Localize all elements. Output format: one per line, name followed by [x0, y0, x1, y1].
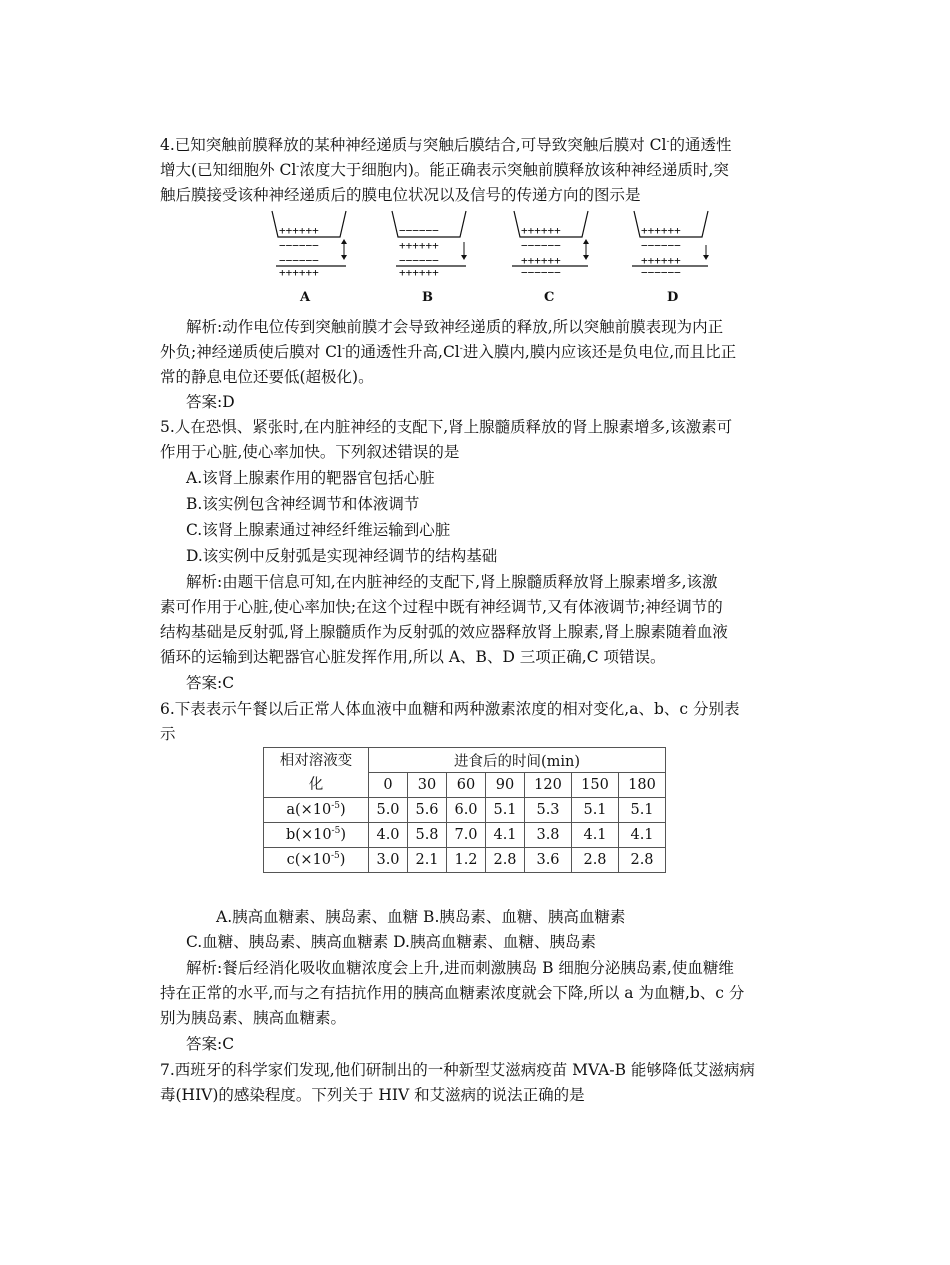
- membrane-potential-diagrams: [262, 205, 722, 310]
- diagram-d-row-3: ++++++: [641, 254, 681, 267]
- q5-analysis-line-1: 解析:由题干信息可知,在内脏神经的支配下,肾上腺髓质释放肾上腺素增多,该激: [186, 573, 718, 591]
- diagram-b-row-3: −−−−−−: [399, 254, 439, 267]
- q5-option-b: B.该实例包含神经调节和体液调节: [186, 495, 420, 513]
- hormone-table: [263, 747, 666, 873]
- diagram-c-row-1: ++++++: [521, 224, 561, 237]
- diagram-a-label: A: [300, 290, 311, 305]
- q7-stem-line-2: 毒(HIV)的感染程度。下列关于 HIV 和艾滋病的说法正确的是: [160, 1086, 585, 1104]
- diagram-c-row-4: −−−−−−: [521, 266, 561, 279]
- q6-analysis-line-1: 解析:餐后经消化吸收血糖浓度会上升,进而刺激胰岛 B 细胞分泌胰岛素,使血糖维: [186, 959, 734, 977]
- value-cell: 5.6: [408, 798, 447, 823]
- table-header-row: [264, 748, 666, 773]
- diagram-c: [512, 211, 589, 305]
- q5-option-c: C.该肾上腺素通过神经纤维运输到心脏: [186, 521, 451, 539]
- time-cell: 120: [525, 773, 572, 798]
- q5-analysis-line-4: 循环的运输到达靶器官心脏发挥作用,所以 A、B、D 三项正确,C 项错误。: [160, 648, 666, 666]
- time-cell: 0: [369, 773, 408, 798]
- value-cell: 2.8: [572, 848, 619, 873]
- table-row-a: [264, 798, 666, 823]
- diagram-b: [392, 211, 467, 305]
- diagram-d-label: D: [667, 290, 679, 305]
- q5-stem-line-2: 作用于心脏,使心率加快。下列叙述错误的是: [160, 443, 460, 461]
- diagram-a-row-4: ++++++: [279, 266, 319, 279]
- value-cell: 5.3: [525, 798, 572, 823]
- q4-analysis-line-3: 常的静息电位还要低(超极化)。: [160, 368, 374, 386]
- q4-stem-line-2: 增大(已知细胞外 Cl-浓度大于细胞内)。能正确表示突触前膜释放该种神经递质时,突: [160, 161, 729, 179]
- q5-option-d: D.该实例中反射弧是实现神经调节的结构基础: [186, 547, 498, 565]
- value-cell: 5.1: [486, 798, 525, 823]
- time-cell: 30: [408, 773, 447, 798]
- diagram-d-row-1: ++++++: [641, 224, 681, 237]
- row-label: $c(\times 10^{-5})$: [264, 848, 369, 873]
- value-cell: 5.8: [408, 823, 447, 848]
- q6-answer: 答案:C: [186, 1035, 235, 1053]
- table-row-c: [264, 848, 666, 873]
- q6-analysis-line-2: 持在正常的水平,而与之有拮抗作用的胰高血糖素浓度就会下降,所以 a 为血糖,b、c 分: [160, 984, 745, 1002]
- time-header: 进食后的时间(min): [369, 748, 666, 773]
- diagram-b-label: B: [422, 290, 433, 305]
- diagram-c-row-2: −−−−−−: [521, 239, 561, 252]
- diagram-d-row-4: −−−−−−: [641, 266, 681, 279]
- value-cell: 4.1: [572, 823, 619, 848]
- diagram-d: [632, 211, 709, 305]
- value-cell: 5.0: [369, 798, 408, 823]
- value-cell: 1.2: [447, 848, 486, 873]
- q4-stem-line-3: 触后膜接受该种神经递质后的膜电位状况以及信号的传递方向的图示是: [160, 186, 641, 204]
- diagram-b-row-1: −−−−−−: [399, 224, 439, 237]
- diagram-c-row-3: ++++++: [521, 254, 561, 267]
- table-row-b: [264, 823, 666, 848]
- q5-analysis-line-3: 结构基础是反射弧,肾上腺髓质作为反射弧的效应器释放肾上腺素,肾上腺素随着血液: [160, 623, 728, 641]
- time-cell: 150: [572, 773, 619, 798]
- q4-stem-line-1: 4.已知突触前膜释放的某种神经递质与突触后膜结合,可导致突触后膜对 Cl-的通透性: [160, 136, 732, 154]
- q6-stem-line-2: 示: [160, 725, 176, 743]
- q5-answer: 答案:C: [186, 674, 235, 692]
- q5-analysis-line-2: 素可作用于心脏,使心率加快;在这个过程中既有神经调节,又有体液调节;神经调节的: [160, 598, 723, 616]
- value-cell: 5.1: [619, 798, 666, 823]
- value-cell: 3.6: [525, 848, 572, 873]
- diagram-b-row-2: ++++++: [399, 239, 439, 252]
- q4-analysis-line-1: 解析:动作电位传到突触前膜才会导致神经递质的释放,所以突触前膜表现为内正: [186, 318, 724, 336]
- value-cell: 6.0: [447, 798, 486, 823]
- value-cell: 4.1: [486, 823, 525, 848]
- q6-options-a-b: A.胰高血糖素、胰岛素、血糖 B.胰岛素、血糖、胰高血糖素: [216, 908, 626, 926]
- value-cell: 2.1: [408, 848, 447, 873]
- value-cell: 4.1: [619, 823, 666, 848]
- diagram-b-row-4: ++++++: [399, 266, 439, 279]
- time-cell: 180: [619, 773, 666, 798]
- table-corner-header: 相对溶液变 化: [264, 748, 369, 798]
- time-cell: 90: [486, 773, 525, 798]
- diagram-a-row-3: −−−−−−: [279, 254, 319, 267]
- q6-analysis-line-3: 别为胰岛素、胰高血糖素。: [160, 1009, 347, 1027]
- diagram-d-row-2: −−−−−−: [641, 239, 681, 252]
- value-cell: 2.8: [486, 848, 525, 873]
- q4-analysis-line-2: 外负;神经递质使后膜对 Cl-的通透性升高,Cl-进入膜内,膜内应该还是负电位,而且比正: [160, 343, 737, 361]
- time-cell: 60: [447, 773, 486, 798]
- q6-stem-line-1: 6.下表表示午餐以后正常人体血液中血糖和两种激素浓度的相对变化,a、b、c 分别表: [160, 700, 740, 718]
- row-label: $b(\times 10^{-5})$: [264, 823, 369, 848]
- diagram-a-row-1: ++++++: [279, 224, 319, 237]
- value-cell: 3.0: [369, 848, 408, 873]
- value-cell: 3.8: [525, 823, 572, 848]
- q7-stem-line-1: 7.西班牙的科学家们发现,他们研制出的一种新型艾滋病疫苗 MVA-B 能够降低艾滋病病: [160, 1061, 755, 1079]
- diagram-a-row-2: −−−−−−: [279, 239, 319, 252]
- q5-option-a: A.该肾上腺素作用的靶器官包括心脏: [186, 469, 435, 487]
- value-cell: 4.0: [369, 823, 408, 848]
- diagram-c-label: C: [544, 290, 555, 305]
- row-label: $a(\times 10^{-5})$: [264, 798, 369, 823]
- q4-answer: 答案:D: [186, 393, 235, 411]
- value-cell: 5.1: [572, 798, 619, 823]
- value-cell: 2.8: [619, 848, 666, 873]
- value-cell: 7.0: [447, 823, 486, 848]
- q5-stem-line-1: 5.人在恐惧、紧张时,在内脏神经的支配下,肾上腺髓质释放的肾上腺素增多,该激素可: [160, 418, 733, 436]
- q6-options-c-d: C.血糖、胰岛素、胰高血糖素 D.胰高血糖素、血糖、胰岛素: [186, 933, 596, 951]
- diagram-a: [272, 211, 347, 305]
